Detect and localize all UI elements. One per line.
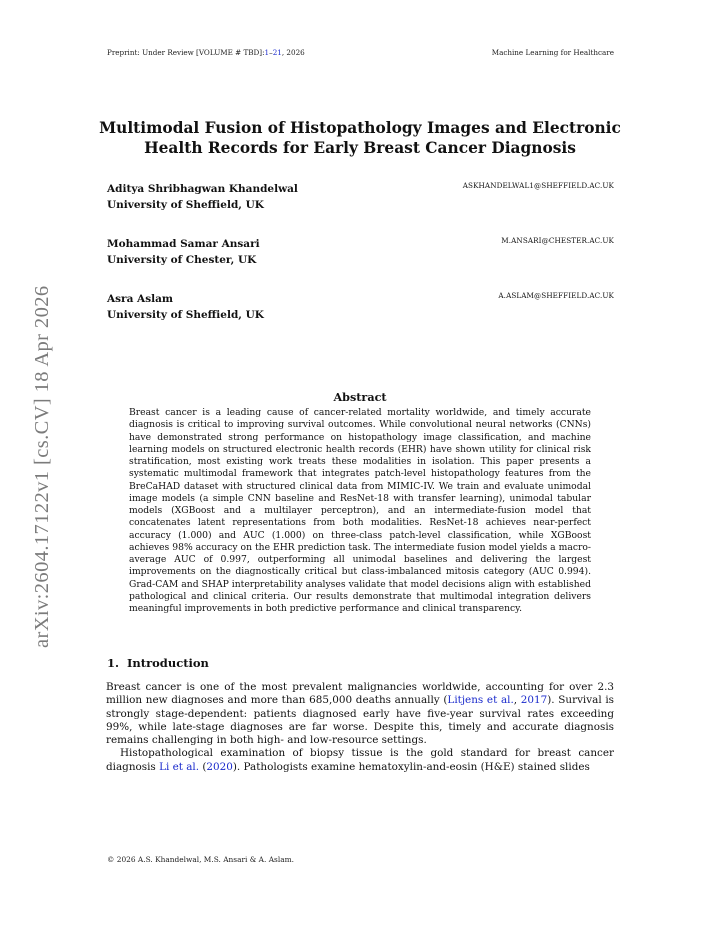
running-header-left (107, 48, 305, 57)
citation-litjens-author[interactable]: Litjens et al. (447, 694, 514, 707)
copyright-footer: © 2026 A.S. Khandelwal, M.S. Ansari & A. Aslam. (107, 855, 294, 864)
paragraph-text: ). Pathologists examine hematoxylin-and-eosin (H&E) stained slides (232, 760, 590, 773)
section-heading-introduction (107, 656, 217, 670)
running-header-right: Machine Learning for Healthcare (491, 48, 614, 57)
author-affiliation: University of Chester, UK (107, 254, 257, 266)
introduction-body (106, 681, 614, 774)
citation-li-author[interactable]: Li et al. (159, 760, 200, 773)
author-email[interactable]: M.ANSARI@CHESTER.AC.UK (501, 236, 614, 245)
author-block-1 (107, 181, 614, 213)
arxiv-stamp: arXiv:2604.17122v1 [cs.CV] 18 Apr 2026 (31, 285, 53, 648)
author-name: Aditya Shribhagwan Khandelwal (107, 183, 298, 195)
citation-litjens-year[interactable]: 2017 (520, 694, 548, 707)
author-email[interactable]: A.ASLAM@SHEFFIELD.AC.UK (498, 291, 614, 300)
citation-separator: , (513, 694, 521, 707)
venue-label: Preprint: Under Review [VOLUME # TBD]: (107, 48, 265, 57)
abstract-heading: Abstract (333, 390, 387, 404)
author-block-2 (107, 236, 614, 268)
citation-open-paren: ( (199, 760, 207, 773)
paper-title (90, 118, 630, 158)
title-line-1: Multimodal Fusion of Histopathology Images and Electronic (99, 119, 621, 137)
title-line-2: Health Records for Early Breast Cancer Diagnosis (144, 139, 576, 157)
last-page-link[interactable]: 21 (272, 48, 282, 57)
intro-paragraph-1 (106, 681, 614, 747)
citation-li-year[interactable]: 2020 (206, 760, 233, 773)
author-name: Asra Aslam (107, 293, 174, 305)
author-affiliation: University of Sheffield, UK (107, 309, 264, 321)
author-email[interactable]: ASKHANDELWAL1@SHEFFIELD.AC.UK (462, 181, 614, 190)
paragraph-text: Breast cancer is one of the most prevalent malignancies worldwide, accounting for over 2.3 million new diagnoses and more than 685,000 deaths annually ( (106, 681, 614, 707)
first-page-link[interactable]: 1 (264, 48, 270, 57)
section-number: 1. (107, 656, 120, 670)
venue-year: , 2026 (281, 48, 305, 57)
page-range-dash: – (269, 48, 273, 57)
intro-paragraph-2 (106, 747, 614, 774)
abstract-text: Breast cancer is a leading cause of cancer-related mortality worldwide, and timely accurate diagnosis is critical to improving survival outcomes. While convolutional neural networks (CNNs) have demonstrated strong performance on histopathology image classification, and machine learning models on structured electronic health records (EHR) have shown utility for clinical risk stratification, most existing work treats these modalities in isolation. This paper presents a systematic multimodal framework that integrates patch-level histopathology features from the BreCaHAD dataset with structured clinical data from MIMIC-IV. We train and evaluate unimodal image models (a simple CNN baseline and ResNet-18 with transfer learning), unimodal tabular models (XGBoost and a multilayer perceptron), and an intermediate-fusion model that concatenates latent representations from both modalities. ResNet-18 achieves near-perfect accuracy (1.000) and AUC (1.000) on three-class patch-level classification, while XGBoost achieves 98% accuracy on the EHR prediction task. The intermediate fusion model yields a macro-average AUC of 0.997, outperforming all unimodal baselines and delivering the largest improvements on the diagnostically critical but class-imbalanced mitosis category (AUC 0.994). Grad-CAM and SHAP interpretability analyses validate that model decisions align with established pathological and clinical criteria. Our results demonstrate that multimodal integration delivers meaningful improvements in both predictive performance and clinical transparency. (129, 407, 591, 614)
paragraph-text: ). Survival is strongly stage-dependent: patients diagnosed early have five-year survival rates exceeding 99%, while late-stage diagnoses are far worse. Despite this, timely and accurate diagnosis remains challenging in both high- and low-resource settings. (106, 694, 615, 747)
paragraph-text: Histopathological examination of biopsy tissue is the gold standard for breast cancer diagnosis (106, 747, 614, 773)
author-name: Mohammad Samar Ansari (107, 238, 260, 250)
author-affiliation: University of Sheffield, UK (107, 199, 264, 211)
section-title: Introduction (127, 656, 209, 670)
author-block-3 (107, 291, 614, 323)
abstract-body (129, 407, 591, 615)
